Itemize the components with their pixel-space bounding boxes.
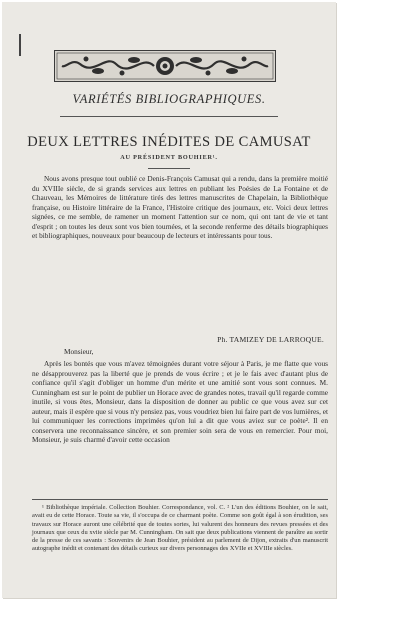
article-title: DEUX LETTRES INÉDITES DE CAMUSAT (27, 134, 311, 150)
section-rule (60, 116, 278, 117)
section-title: VARIÉTÉS BIBLIOGRAPHIQUES. (72, 92, 266, 106)
footnotes: ¹ Bibliothèque impériale. Collection Bouhier. Correspondance, vol. C. ² L'un des éditions Bouhier, on le sait, avait eu de cette Horace. Toute sa vie, il s'occupa de ce charmant poète. Comme son goût égal à son érudition, ses travaux sur Horace auront une célébrité que de toutes sortes, lui valurent des honneurs des revues pressées et des journaux que ceux du xviie siècle par M. Cunningham. On sait que deux publications viennent de paraître au sortir de la presse de ces savants : Souvenirs de Jean Bouhier, président au parlement de Dijon, extraits d'un manuscrit autographe inédit et contenant des détails curieux sur divers personnages des XVIIe et XVIIIe siècles. (32, 504, 328, 553)
footnote-rule (32, 499, 328, 500)
title-rule (148, 168, 190, 169)
decorative-headband (54, 50, 276, 82)
letter-salutation: Monsieur, (64, 347, 94, 356)
intro-paragraph: Nous avons presque tout oublié ce Denis-François Camusat qui a rendu, dans la première moitié du XVIIIe siècle, de si grands services aux lettres en publiant les Poésies de La Fontaine et de Chauveau, les Mémoires de littérature tirés des lettres manuscrites de Chapelain, la Bibliothèque française, ou Histoire littéraire de la France, l'Histoire critique des journaux, etc. Voici deux lettres signées, ce me semble, de ramener un moment l'attention sur ce nom, qui ont tant de vie et tant d'esprit ; on toutes les deux sont vos bien tournées, et la seconde renferme des détails biographiques et bibliographiques, nouveaux pour beaucoup de lecteurs et intéressants pour tous. (32, 174, 328, 240)
article-subtitle: AU PRÉSIDENT BOUHIER¹. (120, 154, 218, 161)
author-signature: Ph. TAMIZEY DE LARROQUE. (217, 335, 324, 344)
document-page (2, 2, 336, 598)
margin-mark (19, 34, 21, 56)
letter-body: Après les bontés que vous m'avez témoignées durant votre séjour à Paris, je me flatte que vous ne désapprouverez pas la liberté que je prends de vous écrire ; et je le fais avec d'autant plus de confiance qu'il s'agit d'obliger un homme d'un mérite et une amitié sont vous sont connues. M. Cunningham est sur le point de publier un Horace avec de grandes notes, travail qu'il regarde comme inutile, si vous êtes, Monsieur, dans la disposition de donner au public ce que vous avez sur cet auteur, mais il espère que si vous n'y pensiez pas, vous voudriez bien lui faire part de vos lumières, et lui communiquer les corrections imprimées qu'on lui a dit que vous aviez sur ce poète². Il en conservera une reconnaissance sincère, et son premier soin sera de vous en remercier. Pour moi, Monsieur, je suis charmé d'avoir cette occasion (32, 359, 328, 444)
